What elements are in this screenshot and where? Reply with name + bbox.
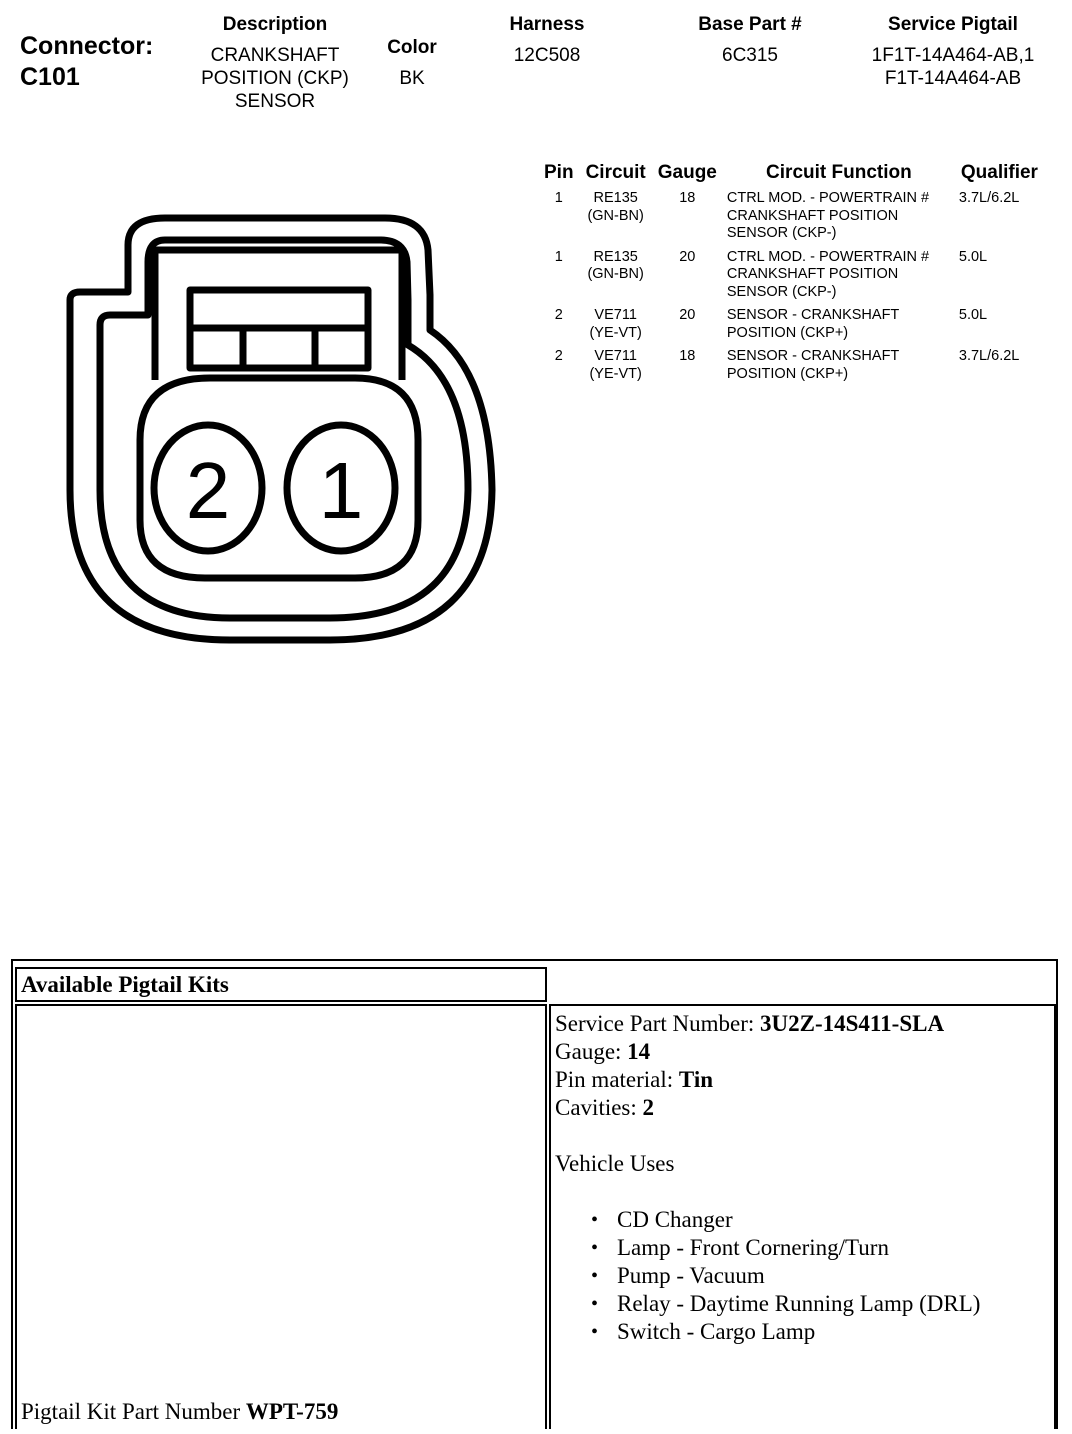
- description-value: CRANKSHAFT POSITION (CKP) SENSOR: [201, 45, 349, 112]
- gauge-line: [555, 1038, 980, 1066]
- list-item: • Pump - Vacuum: [617, 1262, 980, 1290]
- harness-value: 12C508: [513, 45, 581, 66]
- circuit-id: VE711: [594, 307, 637, 323]
- wire-color: (YE-VT): [589, 365, 642, 382]
- cavities-value: 2: [642, 1095, 655, 1120]
- table-row: [538, 307, 1044, 348]
- kit-part-value: WPT-759: [245, 1399, 339, 1424]
- pigtail-kits-title-box: [15, 967, 547, 1002]
- spacer: [555, 1122, 980, 1150]
- row-qualifier: 3.7L/6.2L: [958, 348, 1020, 364]
- pin-label-1: 1: [318, 446, 364, 535]
- wire-color: (GN-BN): [587, 207, 644, 224]
- col-circuit: Circuit: [585, 162, 646, 183]
- col-gauge: Gauge: [657, 162, 717, 183]
- row-circuit: [580, 249, 652, 308]
- list-item: • CD Changer: [617, 1206, 980, 1234]
- connector-label: Connector:: [20, 32, 154, 60]
- row-pin: 1: [554, 190, 563, 206]
- description-header: Description: [222, 14, 328, 35]
- row-function: CTRL MOD. - POWERTRAIN # CRANKSHAFT POSITION SENSOR (CKP-): [726, 248, 930, 300]
- terminal-housing: [140, 378, 418, 578]
- service-part-label: Service Part Number:: [555, 1011, 755, 1036]
- base-part-header: Base Part #: [698, 14, 802, 35]
- pin-material-line: [555, 1066, 980, 1094]
- row-function: SENSOR - CRANKSHAFT POSITION (CKP+): [726, 348, 900, 382]
- wire-color: (GN-BN): [587, 266, 644, 282]
- kit-spec-list: [555, 1010, 980, 1346]
- service-pigtail-header: Service Pigtail: [888, 14, 1018, 35]
- cavities-label: Cavities:: [555, 1095, 637, 1120]
- pin-table: [538, 160, 1044, 389]
- row-pin: 1: [554, 248, 563, 265]
- row-qualifier: 5.0L: [958, 248, 988, 265]
- harness-header: Harness: [509, 14, 585, 35]
- connector-id: C101: [20, 63, 80, 91]
- list-item: • Lamp - Front Cornering/Turn: [617, 1234, 980, 1262]
- list-item: • Relay - Daytime Running Lamp (DRL): [617, 1290, 980, 1318]
- cavities-line: [555, 1094, 980, 1122]
- circuit-id: RE135: [593, 248, 638, 265]
- row-pin: 2: [554, 348, 563, 364]
- table-row: [538, 190, 1044, 249]
- color-value: BK: [399, 68, 425, 89]
- row-gauge: 18: [679, 348, 696, 364]
- row-function: CTRL MOD. - POWERTRAIN # CRANKSHAFT POSITION SENSOR (CKP-): [726, 190, 930, 241]
- connector-heading: [20, 31, 153, 93]
- pigtail-kit-details-cell: [549, 1004, 1056, 1429]
- service-pigtail-value: 1F1T-14A464-AB,1F1T-14A464-AB: [871, 45, 1035, 89]
- col-pin: Pin: [544, 162, 574, 183]
- pin-material-value: Tin: [678, 1067, 714, 1092]
- row-circuit: [580, 190, 652, 249]
- table-row: [538, 348, 1044, 389]
- row-qualifier: 5.0L: [958, 307, 988, 323]
- row-pin: 2: [554, 307, 563, 323]
- spacer: [555, 1178, 980, 1206]
- base-part-value: 6C315: [722, 45, 778, 66]
- row-circuit: [580, 307, 652, 348]
- vehicle-uses-heading: Vehicle Uses: [555, 1151, 675, 1176]
- row-qualifier: 3.7L/6.2L: [958, 190, 1020, 206]
- gauge-label: Gauge:: [555, 1039, 622, 1064]
- connector-face-diagram: [60, 200, 500, 650]
- row-circuit: [580, 348, 652, 389]
- table-row: [538, 249, 1044, 308]
- color-header: Color: [387, 37, 437, 58]
- pigtail-kits-title: Available Pigtail Kits: [21, 972, 229, 997]
- list-item: • Switch - Cargo Lamp: [617, 1318, 980, 1346]
- vehicle-uses-list: [555, 1206, 980, 1346]
- row-function: SENSOR - CRANKSHAFT POSITION (CKP+): [726, 307, 900, 341]
- row-gauge: 18: [679, 190, 696, 206]
- kit-part-number: [21, 1399, 338, 1425]
- circuit-id: VE711: [594, 348, 637, 364]
- pigtail-kit-image-cell: [15, 1004, 547, 1429]
- kit-part-label: Pigtail Kit Part Number: [21, 1399, 241, 1424]
- row-gauge: 20: [679, 307, 696, 323]
- gauge-value: 14: [627, 1039, 651, 1064]
- row-gauge: 20: [679, 248, 696, 265]
- service-part-line: [555, 1010, 980, 1038]
- pin-label-2: 2: [185, 446, 231, 535]
- circuit-id: RE135: [593, 190, 638, 206]
- pin-material-label: Pin material:: [555, 1067, 674, 1092]
- col-qualifier: Qualifier: [960, 162, 1038, 183]
- service-part-value: 3U2Z-14S411-SLA: [760, 1011, 945, 1036]
- wire-color: (YE-VT): [589, 324, 642, 341]
- col-function: Circuit Function: [766, 162, 912, 183]
- pin-table-header-row: [538, 160, 1044, 190]
